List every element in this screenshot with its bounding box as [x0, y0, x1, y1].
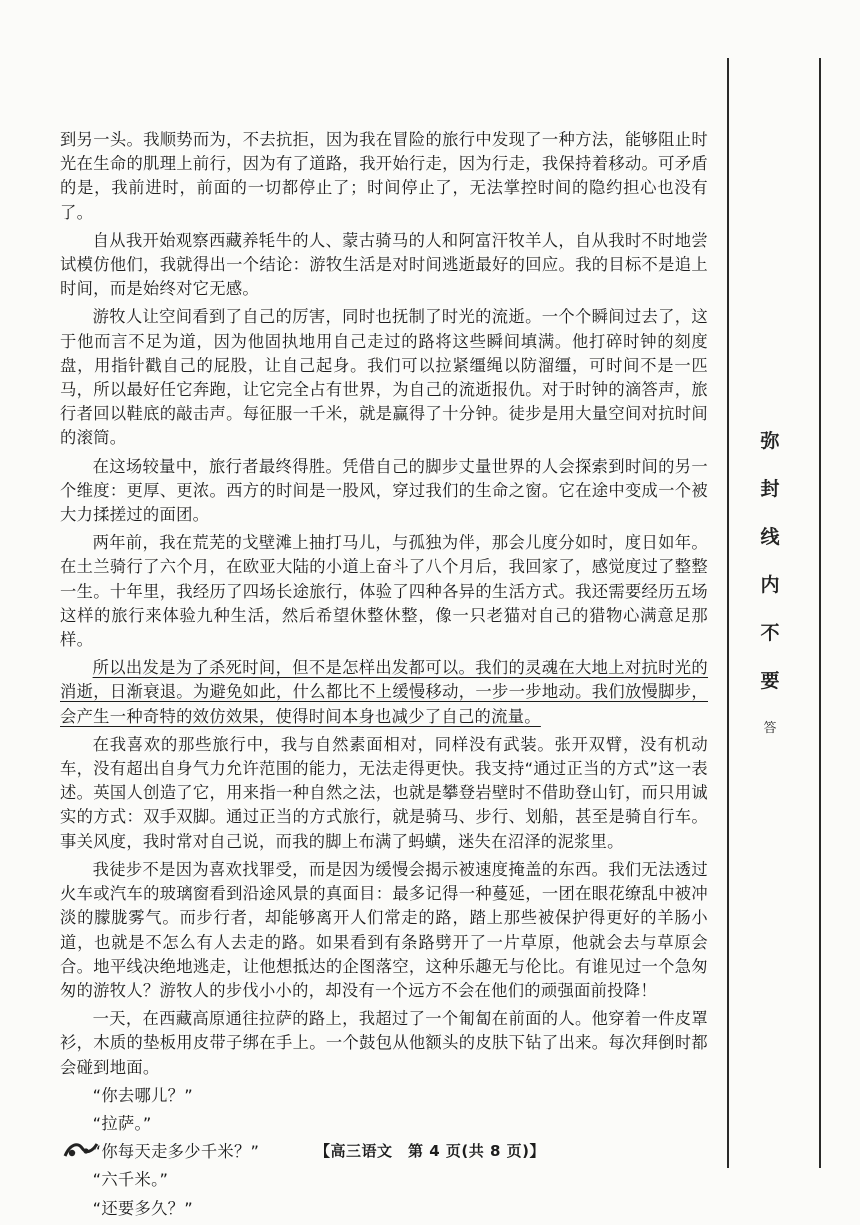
underlined-paragraph: 所以出发是为了杀死时间，但不是怎样出发都可以。我们的灵魂在大地上对抗时光的消逝，日渐衰退。为避免如此，什么都比不上缓慢移动，一步一步地动。我们放慢脚步，会产生一种奇特的效仿效果，使得时间本身也减少了自己的流量。	[60, 658, 708, 726]
seal-char: 内	[760, 574, 780, 596]
dialogue-line: “你去哪儿？”	[92, 1085, 193, 1105]
seal-char: 答	[763, 721, 777, 736]
dialogue-line: “六千米。”	[92, 1170, 169, 1190]
paragraph: 自从我开始观察西藏养牦牛的人、蒙古骑马的人和阿富汗牧羊人，自从我时不时地尝试模仿他们，我就得出一个结论：游牧生活是对时间逃逝最好的回应。我的目标不是追上时间，而是始终对它无感。	[60, 230, 708, 299]
page-footer: 【高三语文 第 4 页(共 8 页)】	[315, 1142, 545, 1160]
seal-char: 封	[760, 478, 780, 500]
seal-char: 不	[760, 622, 780, 644]
dialogue-line: “拉萨。”	[92, 1113, 152, 1133]
paragraph: 我徒步不是因为喜欢找罪受，而是因为缓慢会揭示被速度掩盖的东西。我们无法透过火车或汽车的玻璃窗看到沿途风景的真面目：最多记得一种蔓延，一团在眼花缭乱中被冲淡的朦胧雾气。而步行者，却能够离开人们常走的路，踏上那些被保护得更好的羊肠小道，也就是不怎么有人去走的路。如果看到有条路劈开了一片草原，他就会去与草原会合。地平线决绝地逃走，让他想抵达的企图落空，这种乐趣无与伦比。有谁见过一个急匆匆的游牧人？游牧人的步伐小小的，却没有一个远方不会在他们的顽强面前投降！	[60, 859, 708, 1000]
seal-char: 线	[760, 526, 780, 548]
paragraph: 在我喜欢的那些旅行中，我与自然素面相对，同样没有武装。张开双臂，没有机动车，没有超出自身气力允许范围的能力，无法走得更快。我支持“通过正当的方式”这一表述。英国人创造了它，用来指一种自然之法，也就是攀登岩壁时不借助登山钉，而只用诚实的方式：双手双脚。通过正当的方式旅行，就是骑马、步行、划船，甚至是骑自行车。事关风度，我时常对自己说，而我的脚上布满了蚂蟥，迷失在沼泽的泥浆里。	[60, 734, 708, 851]
paragraph: 两年前，我在荒芜的戈壁滩上抽打马儿，与孤独为伴，那会儿度分如时，度日如年。在土兰骑行了六个月，在欧亚大陆的小道上奋斗了八个月后，我回家了，感觉度过了整整一生。十年里，我经历了四场长途旅行，体验了四种各异的生活方式。我还需要经历五场这样的旅行来体验九种生活，然后希望休整休整，像一只老猫对自己的猎物心满意足那样。	[60, 533, 708, 650]
seal-line-text	[740, 430, 800, 766]
dialogue-line: “你每天走多少千米？”	[92, 1142, 260, 1162]
seal-char: 弥	[760, 430, 780, 452]
article-body	[60, 128, 708, 1225]
paragraph: 游牧人让空间看到了自己的厉害，同时也抚制了时光的流逝。一个个瞬间过去了，这于他而言不足为道，因为他固执地用自己走过的路将这些瞬间填满。他打碎时钟的刻度盘，用指针戳自己的屁股，让自己起身。我们可以拉紧缰绳以防溜缰，可时间不是一匹马，所以最好任它奔跑，让它完全占有世界，为自己的流逝报仇。对于时钟的滴答声，旅行者回以鞋底的敲击声。每征服一千米，就是赢得了十分钟。徒步是用大量空间对抗时间的滚筒。	[60, 307, 708, 448]
seal-char: 要	[760, 670, 780, 692]
dialogue-line: “还要多久？”	[92, 1198, 193, 1218]
seal-line-right	[819, 58, 821, 1168]
paragraph: 在这场较量中，旅行者最终得胜。凭借自己的脚步丈量世界的人会探索到时间的另一个维度：更厚、更浓。西方的时间是一股风，穿过我们的生命之窗。它在途中变成一个被大力揉搓过的面团。	[60, 456, 708, 525]
seal-line-left	[727, 58, 729, 1168]
paragraph: 一天，在西藏高原通往拉萨的路上，我超过了一个匍匐在前面的人。他穿着一件皮罩衫，木质的垫板用皮带子绑在手上。一个鼓包从他额头的皮肤下钻了出来。每次拜倒时都会碰到地面。	[60, 1009, 708, 1077]
paragraph: 到另一头。我顺势而为，不去抗拒，因为我在冒险的旅行中发现了一种方法，能够阻止时光在生命的肌理上前行，因为有了道路，我开始行走，因为行走，我保持着移动。可矛盾的是，我前进时，前面的一切都停止了；时间停止了，无法掌控时间的隐约担心也没有了。	[60, 130, 708, 222]
